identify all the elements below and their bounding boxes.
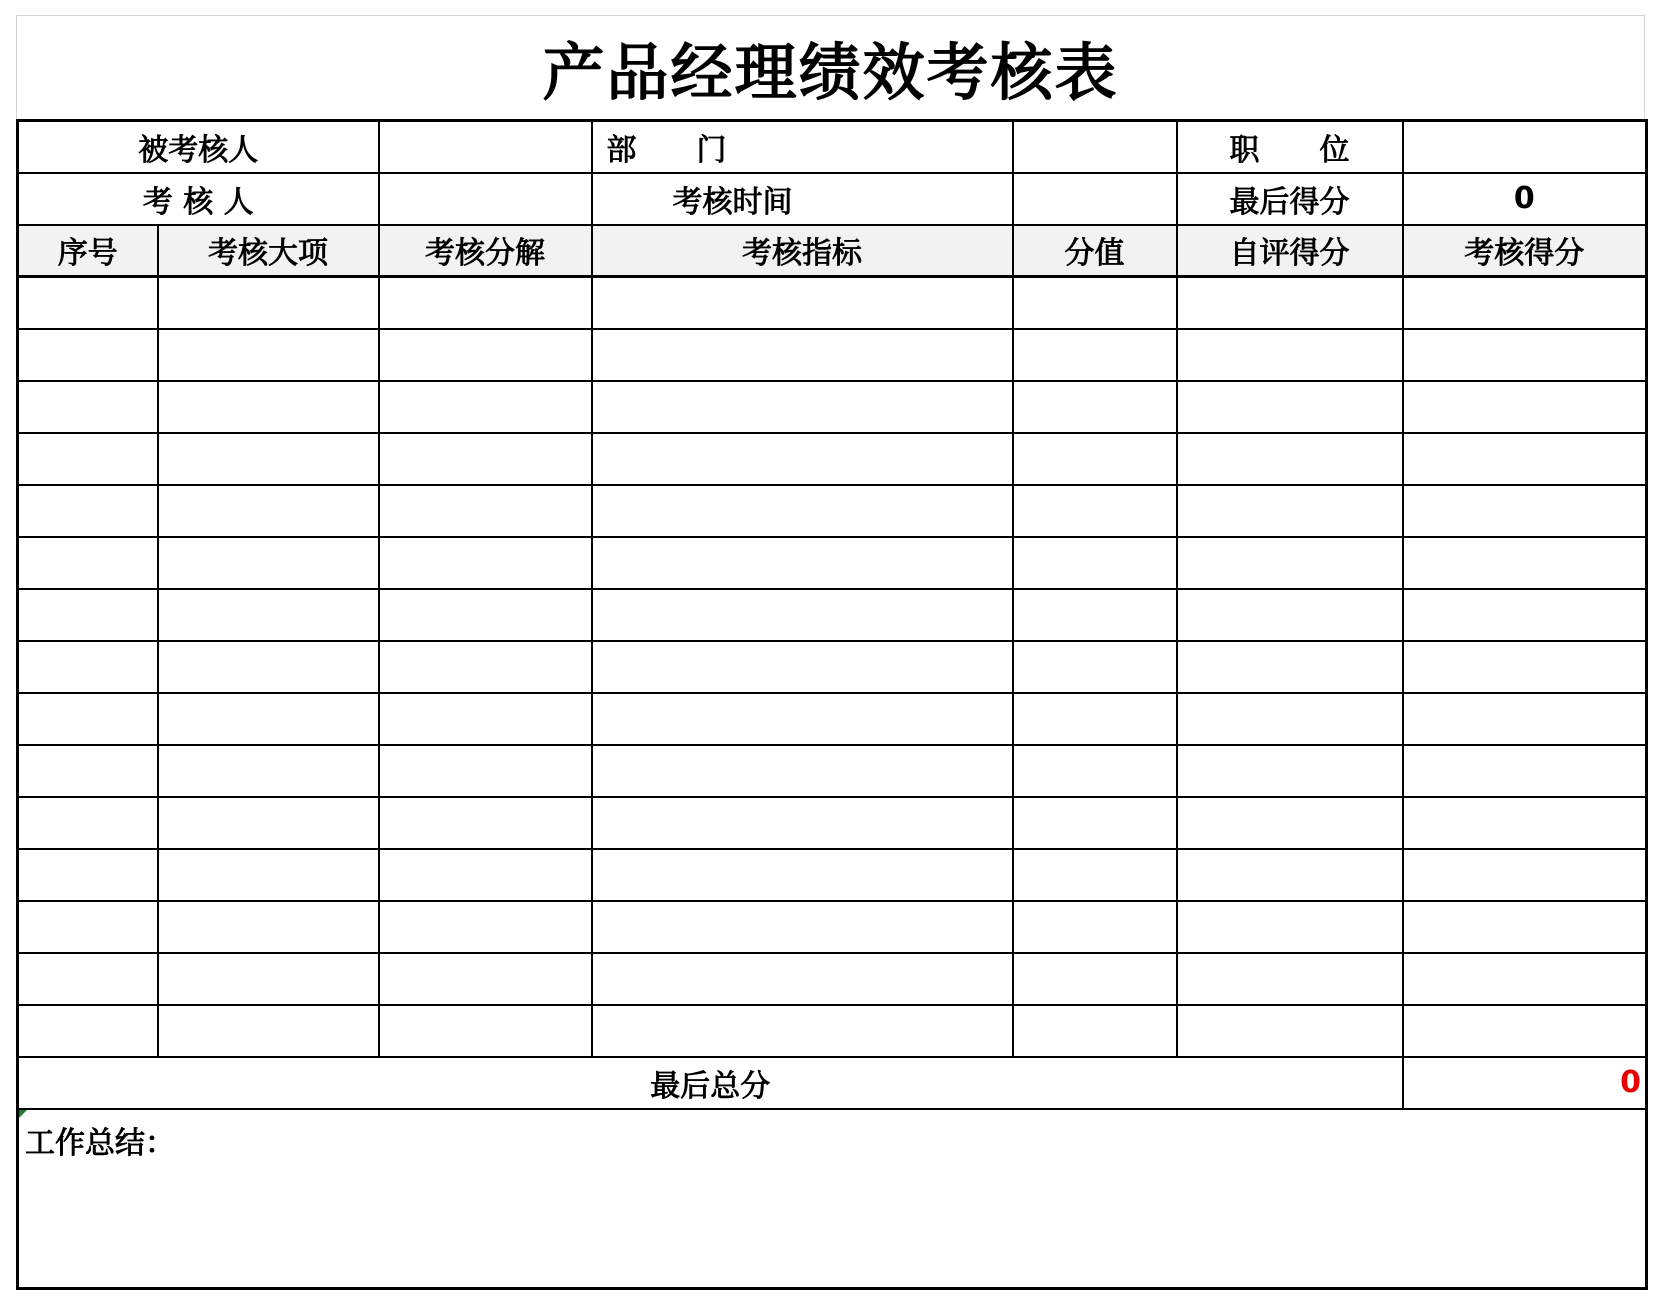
table-cell[interactable]: [1177, 381, 1403, 433]
table-cell[interactable]: [1013, 537, 1177, 589]
table-row: [18, 277, 1647, 329]
table-cell[interactable]: [158, 901, 379, 953]
header-breakdown: 考核分解: [379, 225, 592, 277]
summary-cell[interactable]: [18, 1109, 1647, 1289]
time-label: 考核时间: [592, 173, 1013, 225]
position-value-cell[interactable]: [1403, 121, 1647, 173]
table-cell[interactable]: [158, 589, 379, 641]
table-cell[interactable]: [158, 381, 379, 433]
department-label: 部 门: [592, 121, 1013, 173]
table-cell[interactable]: [1013, 693, 1177, 745]
table-cell[interactable]: [592, 901, 1013, 953]
table-cell[interactable]: [379, 953, 592, 1005]
table-cell[interactable]: [592, 329, 1013, 381]
table-cell[interactable]: [592, 641, 1013, 693]
table-cell[interactable]: [18, 329, 158, 381]
table-cell[interactable]: [592, 849, 1013, 901]
table-cell[interactable]: [379, 849, 592, 901]
position-label: 职 位: [1177, 121, 1403, 173]
table-cell[interactable]: [1013, 901, 1177, 953]
summary-row: [18, 1109, 1647, 1289]
header-category: 考核大项: [158, 225, 379, 277]
table-cell[interactable]: [592, 745, 1013, 797]
table-cell[interactable]: [18, 745, 158, 797]
table-cell[interactable]: [379, 277, 592, 329]
total-label: 最后总分: [18, 1057, 1403, 1109]
table-cell[interactable]: [1013, 953, 1177, 1005]
final-score-label: 最后得分: [1177, 173, 1403, 225]
table-cell[interactable]: [158, 1005, 379, 1057]
table-cell[interactable]: [592, 797, 1013, 849]
table-row: [18, 381, 1647, 433]
table-cell[interactable]: [1177, 433, 1403, 485]
table-cell[interactable]: [379, 433, 592, 485]
table-cell[interactable]: [158, 277, 379, 329]
table-row: [18, 589, 1647, 641]
time-value-cell[interactable]: [1013, 173, 1177, 225]
table-cell[interactable]: [18, 1005, 158, 1057]
table-cell[interactable]: [1013, 485, 1177, 537]
table-cell[interactable]: [592, 693, 1013, 745]
column-header-row: [18, 225, 1647, 277]
table-row: [18, 537, 1647, 589]
table-cell[interactable]: [1177, 1005, 1403, 1057]
table-cell[interactable]: [1013, 329, 1177, 381]
table-cell[interactable]: [1403, 329, 1647, 381]
page-title: 产品经理绩效考核表: [542, 36, 1119, 109]
table-cell[interactable]: [158, 537, 379, 589]
table-cell[interactable]: [379, 797, 592, 849]
table-cell[interactable]: [1013, 797, 1177, 849]
table-cell[interactable]: [18, 485, 158, 537]
header-self-score: 自评得分: [1177, 225, 1403, 277]
table-cell[interactable]: [1177, 329, 1403, 381]
examiner-value-cell[interactable]: [379, 173, 592, 225]
table-cell[interactable]: [379, 381, 592, 433]
table-cell[interactable]: [1403, 277, 1647, 329]
table-cell[interactable]: [158, 433, 379, 485]
table-cell[interactable]: [1403, 381, 1647, 433]
appraisal-table: [16, 119, 1648, 1290]
table-cell[interactable]: [379, 1005, 592, 1057]
table-cell[interactable]: [1013, 277, 1177, 329]
table-cell[interactable]: [592, 953, 1013, 1005]
table-cell[interactable]: [1177, 901, 1403, 953]
table-cell[interactable]: [158, 693, 379, 745]
table-cell[interactable]: [1403, 745, 1647, 797]
table-cell[interactable]: [1403, 433, 1647, 485]
examinee-label: 被考核人: [18, 121, 379, 173]
table-cell[interactable]: [18, 641, 158, 693]
table-cell[interactable]: [18, 693, 158, 745]
table-cell[interactable]: [158, 329, 379, 381]
table-cell[interactable]: [18, 797, 158, 849]
table-cell[interactable]: [592, 381, 1013, 433]
summary-label: 工作总结：: [25, 1125, 175, 1161]
table-cell[interactable]: [1177, 745, 1403, 797]
table-cell[interactable]: [1403, 849, 1647, 901]
total-row: [18, 1057, 1647, 1109]
table-cell[interactable]: [1177, 693, 1403, 745]
table-cell[interactable]: [1403, 537, 1647, 589]
info-row-1: [18, 121, 1647, 173]
table-cell[interactable]: [1013, 589, 1177, 641]
table-cell[interactable]: [379, 537, 592, 589]
table-cell[interactable]: [379, 745, 592, 797]
table-cell[interactable]: [18, 901, 158, 953]
table-cell[interactable]: [1403, 797, 1647, 849]
table-row: [18, 433, 1647, 485]
cell-comment-marker: [19, 1110, 27, 1118]
table-cell[interactable]: [1013, 849, 1177, 901]
table-cell[interactable]: [1177, 641, 1403, 693]
table-cell[interactable]: [18, 589, 158, 641]
table-cell[interactable]: [592, 537, 1013, 589]
table-row: [18, 693, 1647, 745]
table-cell[interactable]: [1177, 589, 1403, 641]
table-cell[interactable]: [592, 1005, 1013, 1057]
table-row: [18, 641, 1647, 693]
table-cell[interactable]: [1177, 797, 1403, 849]
table-cell[interactable]: [379, 485, 592, 537]
table-cell[interactable]: [18, 277, 158, 329]
table-cell[interactable]: [1013, 1005, 1177, 1057]
table-cell[interactable]: [158, 641, 379, 693]
header-indicator: 考核指标: [592, 225, 1013, 277]
header-index: 序号: [18, 225, 158, 277]
table-cell[interactable]: [158, 797, 379, 849]
table-cell[interactable]: [1403, 589, 1647, 641]
table-cell[interactable]: [18, 849, 158, 901]
header-score: 分值: [1013, 225, 1177, 277]
table-cell[interactable]: [1403, 1005, 1647, 1057]
table-cell[interactable]: [1013, 433, 1177, 485]
table-cell[interactable]: [592, 277, 1013, 329]
table-cell[interactable]: [1403, 901, 1647, 953]
appraisal-sheet: [16, 15, 1645, 1291]
table-cell[interactable]: [1013, 745, 1177, 797]
table-cell[interactable]: [379, 641, 592, 693]
table-cell[interactable]: [1013, 381, 1177, 433]
table-row: [18, 485, 1647, 537]
table-cell[interactable]: [1403, 693, 1647, 745]
table-row: [18, 745, 1647, 797]
table-cell[interactable]: [1177, 485, 1403, 537]
examinee-value-cell[interactable]: [379, 121, 592, 173]
table-row: [18, 849, 1647, 901]
table-cell[interactable]: [1403, 485, 1647, 537]
table-cell[interactable]: [18, 537, 158, 589]
table-cell[interactable]: [592, 589, 1013, 641]
table-cell[interactable]: [158, 953, 379, 1005]
examiner-label: 考 核 人: [18, 173, 379, 225]
final-score-value: 0: [1403, 173, 1647, 225]
table-cell[interactable]: [1177, 953, 1403, 1005]
table-cell[interactable]: [1177, 849, 1403, 901]
table-row: [18, 1005, 1647, 1057]
table-cell[interactable]: [379, 693, 592, 745]
table-cell[interactable]: [1403, 641, 1647, 693]
table-cell[interactable]: [592, 433, 1013, 485]
department-value-cell[interactable]: [1013, 121, 1177, 173]
table-cell[interactable]: [379, 589, 592, 641]
table-cell[interactable]: [379, 901, 592, 953]
table-row: [18, 797, 1647, 849]
table-cell[interactable]: [158, 849, 379, 901]
info-row-2: [18, 173, 1647, 225]
header-final-score: 考核得分: [1403, 225, 1647, 277]
table-cell[interactable]: [18, 381, 158, 433]
total-value: 0: [1403, 1057, 1647, 1109]
table-cell[interactable]: [379, 329, 592, 381]
table-cell[interactable]: [18, 433, 158, 485]
table-cell[interactable]: [1013, 641, 1177, 693]
table-cell[interactable]: [1177, 537, 1403, 589]
table-row: [18, 901, 1647, 953]
table-row: [18, 953, 1647, 1005]
table-cell[interactable]: [592, 485, 1013, 537]
title-row: [16, 15, 1645, 119]
table-row: [18, 329, 1647, 381]
table-cell[interactable]: [158, 485, 379, 537]
table-cell[interactable]: [18, 953, 158, 1005]
table-cell[interactable]: [158, 745, 379, 797]
table-cell[interactable]: [1403, 953, 1647, 1005]
table-cell[interactable]: [1177, 277, 1403, 329]
